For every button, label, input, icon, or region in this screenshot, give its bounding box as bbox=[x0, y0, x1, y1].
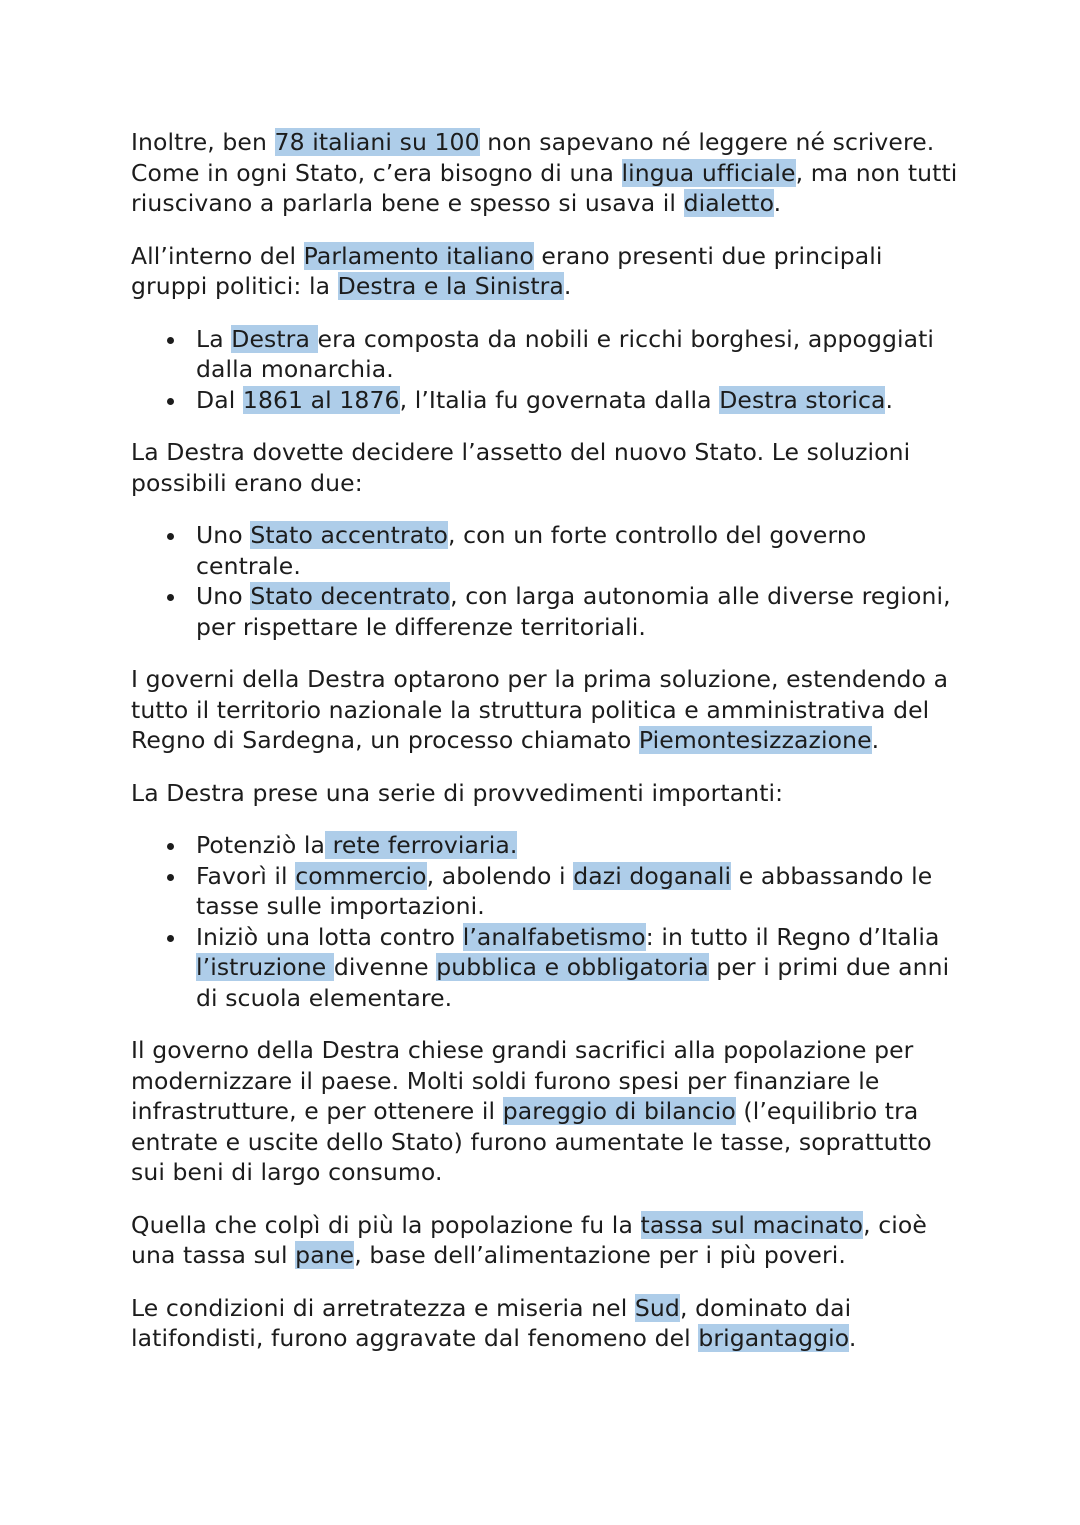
text: . bbox=[773, 189, 782, 217]
text: non sapevano né leggere né scrivere. Come in ogni Stato, c’era bisogno di una bbox=[131, 128, 935, 187]
text: Quella che colpì di più la popolazione fu la bbox=[131, 1210, 641, 1239]
list-item bbox=[196, 324, 961, 385]
text: . bbox=[885, 385, 894, 414]
text: Le condizioni di arretratezza e miseria nel bbox=[131, 1293, 635, 1322]
text: La bbox=[196, 324, 232, 353]
text: , dominato dai latifondisti, furono aggravate dal fenomeno del bbox=[131, 1293, 852, 1352]
highlight: l’analfabetismo bbox=[462, 922, 646, 951]
list-item bbox=[196, 520, 961, 581]
text: La Destra prese una serie di provvedimenti importanti: bbox=[131, 778, 784, 807]
list-item bbox=[196, 581, 961, 642]
text: , l’Italia fu governata dalla bbox=[399, 385, 720, 414]
text: Inoltre, ben bbox=[131, 128, 275, 156]
bullet-list-provvedimenti bbox=[131, 830, 961, 1013]
text: era composta da nobili e ricchi borghesi, appoggiati dalla monarchia. bbox=[196, 324, 935, 383]
highlight: 78 italiani su 100 bbox=[274, 128, 480, 156]
text: . bbox=[563, 272, 572, 300]
text: , con un forte controllo del governo centrale. bbox=[196, 521, 867, 580]
text: Dal bbox=[196, 385, 243, 414]
highlight: dazi doganali bbox=[573, 861, 732, 890]
list-item bbox=[196, 830, 961, 861]
text: Iniziò una lotta contro bbox=[196, 922, 463, 951]
highlight: tassa sul macinato bbox=[640, 1210, 864, 1239]
bullet-list-soluzioni bbox=[131, 520, 961, 642]
text: All’interno del bbox=[131, 241, 304, 270]
text: : in tutto il Regno d’Italia bbox=[645, 922, 940, 951]
highlight: Destra storica bbox=[719, 385, 886, 414]
list-item bbox=[196, 385, 961, 416]
highlight: Parlamento italiano bbox=[303, 241, 534, 270]
list-item bbox=[196, 861, 961, 922]
highlight: dialetto bbox=[683, 189, 774, 217]
highlight: Piemontesizzazione bbox=[638, 726, 872, 754]
text: La Destra dovette decidere l’assetto del nuovo Stato. Le soluzioni possibili erano due: bbox=[131, 438, 911, 497]
highlight: l’istruzione bbox=[196, 953, 334, 981]
text: Uno bbox=[196, 582, 251, 610]
paragraph-piemontesizzazione bbox=[131, 664, 961, 756]
text: Il governo della Destra chiese grandi sacrifici alla popolazione per modernizzare il paese. Molti soldi furono spesi per finanziare le infrastrutture, e per ottenere il bbox=[131, 1036, 914, 1125]
text: . bbox=[871, 726, 880, 754]
highlight: 1861 al 1876 bbox=[242, 385, 400, 414]
highlight: pareggio di bilancio bbox=[502, 1097, 736, 1125]
text: , base dell’alimentazione per i più poveri. bbox=[354, 1241, 846, 1269]
paragraph-brigantaggio bbox=[131, 1293, 961, 1354]
highlight: Destra e la Sinistra bbox=[337, 272, 564, 300]
text: . bbox=[848, 1324, 857, 1352]
text: Potenziò la bbox=[196, 831, 326, 859]
highlight: pane bbox=[295, 1241, 355, 1269]
highlight: commercio bbox=[295, 861, 427, 890]
highlight: pubblica e obbligatoria bbox=[436, 953, 709, 981]
text: e abbassando le tasse sulle importazioni. bbox=[196, 861, 933, 920]
highlight: brigantaggio bbox=[698, 1324, 849, 1352]
highlight: lingua ufficiale bbox=[621, 158, 796, 187]
text: divenne bbox=[333, 953, 437, 981]
text: , cioè una tassa sul bbox=[131, 1210, 927, 1269]
highlight: rete ferroviaria. bbox=[325, 831, 518, 859]
text: Uno bbox=[196, 521, 251, 549]
paragraph-assetto bbox=[131, 437, 961, 498]
highlight: Stato decentrato bbox=[250, 582, 451, 610]
highlight: Destra bbox=[231, 324, 318, 353]
document-page bbox=[131, 127, 961, 1376]
highlight: Sud bbox=[634, 1293, 680, 1322]
text: , abolendo i bbox=[426, 861, 574, 890]
text: , ma non tutti riuscivano a parlarla bene e spesso si usava il bbox=[131, 158, 958, 217]
text: per i primi due anni di scuola elementare. bbox=[196, 953, 950, 1012]
list-item bbox=[196, 922, 961, 1014]
paragraph-sacrifici bbox=[131, 1035, 961, 1188]
text: (l’equilibrio tra entrate e uscite dello Stato) furono aumentate le tasse, soprattutto sui beni di largo consumo. bbox=[131, 1097, 932, 1186]
text: I governi della Destra optarono per la prima soluzione, estendendo a tutto il territorio nazionale la struttura politica e amministrativa del Regno di Sardegna, un processo chiamato bbox=[131, 665, 949, 754]
paragraph-parliament bbox=[131, 241, 961, 302]
text: , con larga autonomia alle diverse regioni, per rispettare le differenze territoriali. bbox=[196, 582, 951, 641]
bullet-list-destra bbox=[131, 324, 961, 416]
paragraph-provvedimenti bbox=[131, 778, 961, 809]
paragraph-macinato bbox=[131, 1210, 961, 1271]
highlight: Stato accentrato bbox=[250, 521, 448, 549]
paragraph-literacy bbox=[131, 127, 961, 219]
text: erano presenti due principali gruppi politici: la bbox=[131, 241, 883, 300]
text: Favorì il bbox=[196, 861, 296, 890]
